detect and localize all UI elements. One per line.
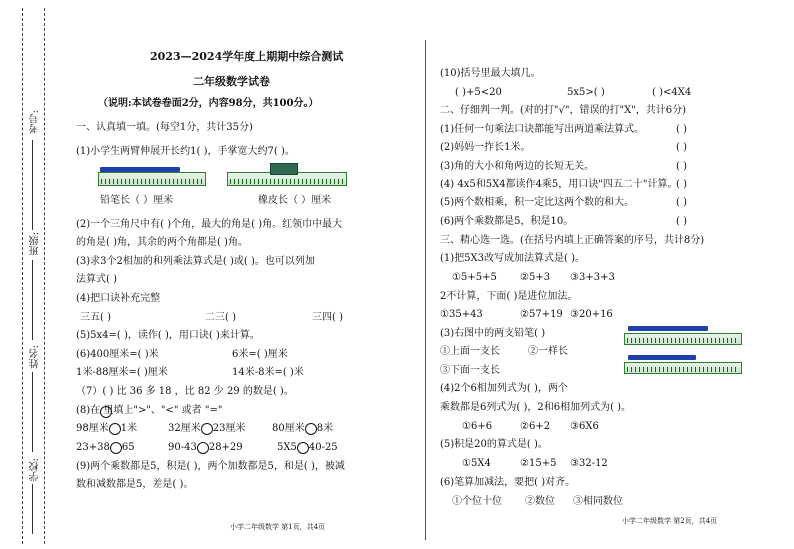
choice-6-opt2: ②数位 bbox=[525, 496, 555, 507]
q3-line1: (3)求3个2相加的和列乘法算式是( )或( )。也可以列加 bbox=[76, 256, 315, 267]
q8-r1-circle2[interactable] bbox=[201, 423, 213, 435]
judge-4: (4) 4x5和5X4都读作4乘5，用口诀"四五二十"计算。 bbox=[440, 179, 678, 190]
judge-1: (1)任何一句乘法口诀都能写出两道乘法算式。 bbox=[440, 124, 645, 135]
choice-5-opt3: ③32-12 bbox=[570, 458, 608, 469]
choice-1-opt2: ②5+3 bbox=[520, 272, 551, 283]
ruler-bottom-image bbox=[624, 362, 742, 374]
q4-item-b: 二三( ) bbox=[205, 312, 236, 323]
choice-6-opt1: ①个位十位 bbox=[452, 496, 502, 507]
q6-item-b2: 14米-8米=( )米 bbox=[232, 367, 304, 378]
q8-r2-right2: 28+29 bbox=[208, 442, 243, 453]
choice-2: 2不计算，下面( )是进位加法。 bbox=[440, 291, 578, 302]
choice-2-opt1: ①35+43 bbox=[440, 309, 483, 320]
q6-item-a1: (6)400厘米=( )米 bbox=[76, 349, 159, 360]
q8-r1-right1: 1米 bbox=[120, 423, 138, 434]
q6-item-b1: 1米-88厘米=( )厘米 bbox=[76, 367, 168, 378]
school-label: 学校: bbox=[30, 458, 41, 482]
q7-text: （7）( ) 比 36 多 18 ，比 82 少 29 的数是( )。 bbox=[76, 386, 294, 397]
choice-2-opt2: ②57+19 bbox=[520, 309, 563, 320]
q8-row2-item3 bbox=[277, 441, 338, 454]
page-divider bbox=[425, 40, 426, 540]
judge-3: (3)角的大小和角两边的长短无关。 bbox=[440, 161, 595, 172]
choice-3-opt3: ③下面一支长 bbox=[440, 365, 500, 376]
section1-title: 一、认真填一填。(每空1分，共计35分) bbox=[76, 122, 253, 133]
q8-r1-circle3[interactable] bbox=[305, 423, 317, 435]
q1-text: (1)小学生两臂伸展开长约1( )，手掌宽大约7( )。 bbox=[76, 146, 295, 157]
q9-line2: 数和减数都是5，差是( )。 bbox=[76, 479, 194, 490]
q1-eraser-length: 橡皮长（ ）厘米 bbox=[258, 195, 332, 206]
section2-title: 二、仔细判一判。(对的打"√"，错误的打"X"，共计6分) bbox=[440, 105, 687, 116]
q8-r1-circle1[interactable] bbox=[109, 423, 121, 435]
q9-line1: (9)两个乘数都是5，积是( )，两个加数都是5，和是( )，被减 bbox=[76, 461, 345, 472]
q2-line2: 的角是( )角，其余的两个角都是( )角。 bbox=[76, 237, 248, 248]
ruler-top-image bbox=[624, 333, 742, 345]
q8-r1-left1: 98厘米 bbox=[76, 423, 109, 434]
q6-item-a2: 6米=( )厘米 bbox=[232, 349, 288, 360]
q8-row1-item3 bbox=[272, 422, 333, 435]
pencil-bottom-image bbox=[628, 355, 696, 360]
choice-5-opt2: ②15+5 bbox=[520, 458, 557, 469]
q8-row2-item1 bbox=[76, 441, 135, 454]
eraser-image bbox=[270, 163, 298, 175]
q8-r1-right2: 23厘米 bbox=[212, 423, 246, 434]
choice-1: (1)把5X3改写成加法算式是( )。 bbox=[440, 253, 585, 264]
exam-title: 2023—2024学年度上期期中综合测试 bbox=[150, 50, 344, 63]
class-label: 班级: bbox=[30, 232, 41, 256]
judge-4-answer[interactable]: ( ) bbox=[676, 179, 687, 190]
choice-6: (6)笔算加减法，要把( )对齐。 bbox=[440, 477, 576, 488]
judge-1-answer[interactable]: ( ) bbox=[676, 124, 687, 135]
q10-text: (10)括号里最大填几。 bbox=[440, 68, 541, 79]
choice-4-line2: 乘数都是6列式为( )，2和6相加列式为( )。 bbox=[440, 402, 632, 413]
q8-r1-right3: 8米 bbox=[316, 423, 334, 434]
q10-item-c: ( )<4X4 bbox=[652, 87, 692, 98]
q10-item-a: ( )+5<20 bbox=[455, 87, 502, 98]
q8-r2-circle3[interactable] bbox=[297, 442, 309, 454]
q8-r2-circle2[interactable] bbox=[197, 442, 209, 454]
q8-row1-item2 bbox=[168, 422, 245, 435]
choice-6-opt3: ③相同数位 bbox=[573, 496, 623, 507]
judge-3-answer[interactable]: ( ) bbox=[676, 161, 687, 172]
q4-item-c: 三四( ) bbox=[312, 312, 343, 323]
q2-line1: (2)一个三角尺中有( )个角，最大的角是( )角。红领巾中最大 bbox=[76, 219, 343, 230]
judge-5: (5)两个数相乘，积一定比这两个数的和大。 bbox=[440, 197, 635, 208]
judge-5-answer[interactable]: ( ) bbox=[676, 197, 687, 208]
q8-r2-left2: 90-43 bbox=[168, 442, 197, 453]
q8-r1-left2: 32厘米 bbox=[168, 423, 201, 434]
q8-r1-left3: 80厘米 bbox=[272, 423, 305, 434]
choice-4-opt2: ②6+2 bbox=[520, 421, 551, 432]
exam-note: （说明:本试卷卷面2分，内容98分，共100分。） bbox=[98, 98, 319, 109]
pencil-top-image bbox=[628, 326, 708, 331]
judge-2-answer[interactable]: ( ) bbox=[676, 142, 687, 153]
q8-r2-left3: 5X5 bbox=[277, 442, 297, 453]
q4-text: (4)把口诀补充完整 bbox=[76, 293, 161, 304]
q8-row1-item1 bbox=[76, 422, 137, 435]
q8-circle-example bbox=[100, 406, 112, 418]
exam-number-blank[interactable] bbox=[32, 140, 33, 230]
q8-row2-item2 bbox=[168, 441, 243, 454]
choice-1-opt3: ③3+3+3 bbox=[570, 272, 615, 283]
q3-line2: 法算式( ) bbox=[76, 274, 117, 285]
choice-5: (5)积是20的算式是( )。 bbox=[440, 439, 548, 450]
exam-number-label: 考号: bbox=[30, 110, 41, 134]
q1-pencil-length: 铅笔长（ ）厘米 bbox=[100, 195, 174, 206]
name-label: 姓名: bbox=[30, 345, 41, 369]
choice-5-opt1: ①5X4 bbox=[462, 458, 491, 469]
q8-r2-circle1[interactable] bbox=[110, 442, 122, 454]
ruler-image-1 bbox=[98, 172, 206, 186]
pencil-image bbox=[100, 167, 180, 172]
judge-2: (2)妈妈一拃长1米。 bbox=[440, 142, 531, 153]
q5-text: (5)5x4=( )，读作( )，用口诀( )来计算。 bbox=[76, 330, 260, 341]
q8-text: (8)在 里填上">"、"<" 或者 "=" bbox=[76, 405, 223, 416]
q10-item-b: 5x5>( ) bbox=[567, 87, 605, 98]
choice-4-opt1: ①6+6 bbox=[462, 421, 493, 432]
section3-title: 三、精心选一选。(在括号内填上正确答案的序号，共计8分) bbox=[440, 235, 705, 246]
school-blank[interactable] bbox=[32, 484, 33, 534]
choice-4-opt3: ③6X6 bbox=[570, 421, 599, 432]
binding-dashed-line bbox=[22, 8, 23, 544]
judge-6-answer[interactable]: ( ) bbox=[676, 216, 687, 227]
choice-1-opt1: ①5+5+5 bbox=[452, 272, 497, 283]
judge-6: (6)两个乘数都是5，积是10。 bbox=[440, 216, 574, 227]
class-blank[interactable] bbox=[32, 260, 33, 340]
choice-4-line1: (4)2个6相加列式为( )，两个 bbox=[440, 383, 568, 394]
choice-3: (3)右图中的两支铅笔( ) bbox=[440, 328, 546, 339]
q4-item-a: 三五( ) bbox=[80, 312, 111, 323]
right-page-footer: 小学二年级数学 第2页，共4页 bbox=[622, 517, 718, 525]
q8-r2-left1: 23+38 bbox=[76, 442, 110, 453]
exam-subtitle: 二年级数学试卷 bbox=[193, 75, 270, 88]
left-page-footer: 小学二年级数学 第1页，共4页 bbox=[230, 523, 326, 531]
q8-r2-right3: 40-25 bbox=[308, 442, 338, 453]
choice-3-opt1: ①上面一支长 bbox=[440, 346, 500, 357]
choice-3-opt2: ②一样长 bbox=[528, 346, 568, 357]
choice-2-opt3: ③20+16 bbox=[570, 309, 613, 320]
binding-dashed-line-inner bbox=[44, 8, 45, 544]
name-blank[interactable] bbox=[32, 372, 33, 452]
q8-r2-right1: 65 bbox=[121, 442, 135, 453]
